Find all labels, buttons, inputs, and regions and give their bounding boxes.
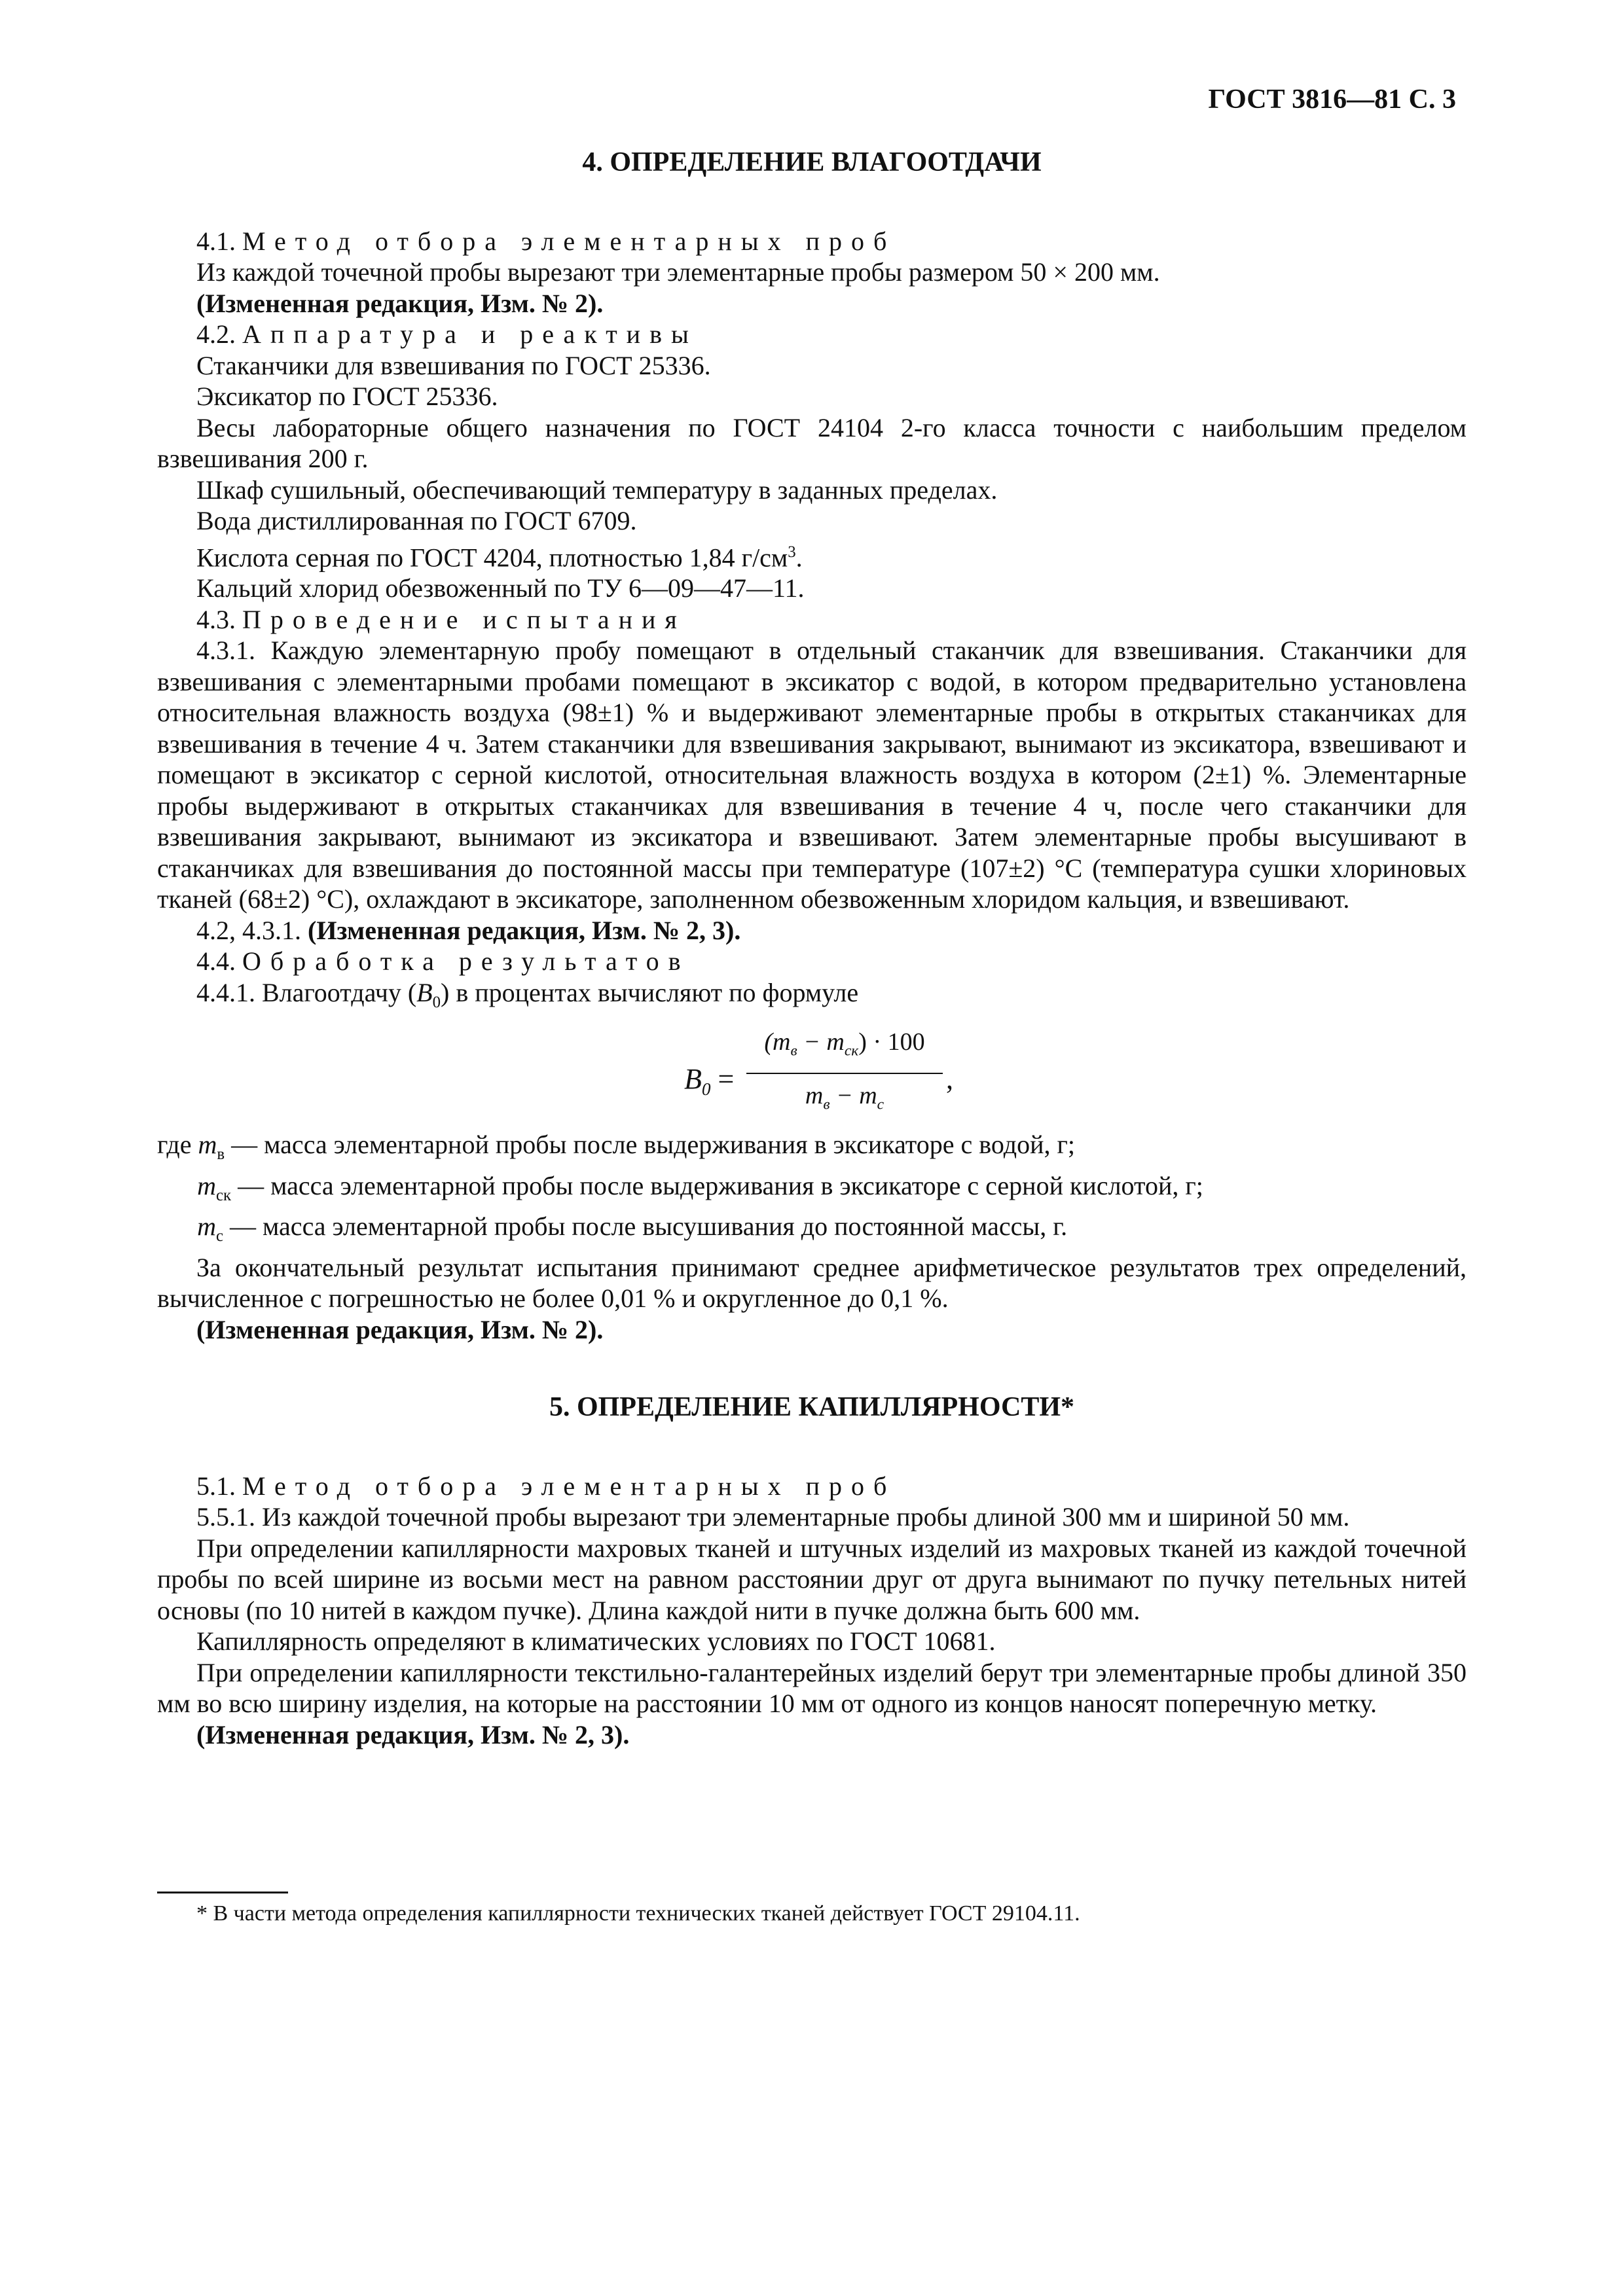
- subscript: в: [217, 1145, 225, 1164]
- note-lead: 4.2, 4.3.1.: [196, 915, 301, 945]
- clause-number: 4.4.: [196, 946, 236, 977]
- clause-title: Метод отбора элементарных проб: [242, 1471, 896, 1501]
- footnote: * В части метода определения капиллярности технических тканей действует ГОСТ 29104.11.: [196, 1901, 1080, 1926]
- fraction-bar: [746, 1073, 943, 1074]
- where-lead: где: [157, 1130, 198, 1160]
- section-5-title: 5. ОПРЕДЕЛЕНИЕ КАПИЛЛЯРНОСТИ*: [549, 1392, 1075, 1423]
- symbol: B: [416, 977, 433, 1007]
- page-header: ГОСТ 3816—81 С. 3: [1208, 84, 1456, 115]
- where-text: — масса элементарной пробы после высушивания до постоянной массы, г.: [223, 1211, 1068, 1242]
- clause-5-1: [157, 1471, 1467, 1502]
- page-content: [157, 147, 1467, 1750]
- clause-number: 4.3.: [196, 604, 236, 634]
- subscript: ск: [216, 1186, 232, 1204]
- clause-4-1-text: Из каждой точечной пробы вырезают три элементарные пробы размером 50 × 200 мм.: [196, 257, 1160, 287]
- acid-text: Кислота серная по ГОСТ 4204, плотностью 1,84 г/см: [196, 542, 788, 572]
- equipment-item: Кальций хлорид обезвоженный по ТУ 6—09—47—11.: [196, 573, 805, 603]
- where-item: [157, 1170, 1467, 1211]
- formula: [157, 1018, 1467, 1129]
- where-text: — масса элементарной пробы после выдерживания в эксикаторе с серной кислотой, г;: [231, 1170, 1203, 1200]
- symbol: m: [197, 1170, 216, 1200]
- superscript: 3: [788, 543, 796, 561]
- footnote-divider: [157, 1892, 288, 1893]
- equipment-item: Шкаф сушильный, обеспечивающий температуру в заданных пределах.: [196, 475, 998, 505]
- subscript: ск: [844, 1042, 859, 1060]
- equals: =: [710, 1063, 735, 1096]
- clause-4-4: [157, 946, 1467, 977]
- subscript: в: [790, 1042, 797, 1060]
- subscript: с: [877, 1096, 884, 1113]
- clause-4-2: [157, 319, 1467, 350]
- paragraph: Капиллярность определяют в климатических условиях по ГОСТ 10681.: [196, 1626, 996, 1657]
- den-part: − m: [830, 1081, 877, 1109]
- equipment-item: Вода дистиллированная по ГОСТ 6709.: [196, 506, 637, 535]
- clause-4-3: [157, 604, 1467, 636]
- clause-number: 4.1.: [196, 226, 236, 256]
- amendment-note: (Измененная редакция, Изм. № 2).: [196, 1314, 604, 1344]
- text: 4.4.1. Влагоотдачу (: [196, 977, 417, 1007]
- clause-number: 4.2.: [196, 319, 236, 349]
- subscript: в: [823, 1096, 830, 1113]
- clause-4-3-1-text: 4.3.1. Каждую элементарную пробу помещают в отдельный стаканчик для взвешивания. Стаканчики для взвешивания с элементарными пробами помещают в эксикатор с водой, в котором предварительно установлена относительная влажность воздуха (98±1) % и выдерживают элементарные пробы в открытых стаканчиках для взвешивания в течение 4 ч. Затем стаканчики для взвешивания закрывают, вынимают из эксикатора, взвешивают и помещают в эксикатор с серной кислотой, относительная влажность воздуха в котором (2±1) %. Элементарные пробы выдерживают в открытых стаканчиках для взвешивания в течение 4 ч, после чего стаканчики для взвешивания закрывают, вынимают из эксикатора и взвешивают. Затем элементарные пробы высушивают в стаканчиках для взвешивания до постоянной массы при температуре (107±2) °С (температура сушки хлориновых тканей (68±2) °С), охлаждают в эксикаторе, заполненном обезвоженным хлоридом кальция, и взвешивают.: [157, 636, 1467, 914]
- section-4-title: 4. ОПРЕДЕЛЕНИЕ ВЛАГООТДАЧИ: [582, 147, 1042, 177]
- formula-denominator: [746, 1079, 943, 1121]
- result-text: За окончательный результат испытания принимают среднее арифметическое результатов трех определений, вычисленное с погрешностью не более 0,01 % и округленное до 0,1 %.: [157, 1252, 1467, 1314]
- equipment-item: [157, 537, 1467, 573]
- subscript: с: [216, 1227, 224, 1246]
- where-text: — масса элементарной пробы после выдерживания в эксикаторе с водой, г;: [225, 1130, 1075, 1160]
- formula-numerator: [746, 1026, 943, 1067]
- paragraph: При определении капиллярности махровых тканей и штучных изделий из махровых тканей из каждой точечной пробы по всей ширине из восьми мест на равном расстоянии друг от друга вынимают по пучку петельных нитей основы (по 10 нитей в каждом пучке). Длина каждой нити в пучке должна быть 600 мм.: [157, 1533, 1467, 1625]
- where-item: [157, 1129, 1467, 1170]
- formula-lhs: [684, 1064, 734, 1105]
- equipment-item: Весы лабораторные общего назначения по ГОСТ 24104 2-го класса точности с наибольшим пределом взвешивания 200 г.: [157, 412, 1467, 473]
- equipment-item: Стаканчики для взвешивания по ГОСТ 25336.: [196, 350, 711, 380]
- symbol: m: [198, 1130, 217, 1160]
- symbol: m: [197, 1211, 216, 1242]
- num-part: − m: [797, 1028, 845, 1056]
- num-part: ) · 100: [858, 1028, 925, 1056]
- where-item: [157, 1211, 1467, 1252]
- punctuation: .: [795, 542, 803, 572]
- num-part: (m: [764, 1028, 791, 1056]
- amendment-note: [157, 915, 1467, 946]
- formula-comma: ,: [946, 1063, 953, 1096]
- den-part: m: [805, 1081, 824, 1109]
- clause-5-5-1-text: 5.5.1. Из каждой точечной пробы вырезают три элементарные пробы длиной 300 мм и шириной 50 мм.: [196, 1502, 1350, 1532]
- symbol: B: [684, 1063, 702, 1096]
- amendment-note: (Измененная редакция, Изм. № 2).: [196, 288, 604, 318]
- clause-title: Метод отбора элементарных проб: [242, 226, 896, 256]
- subscript: 0: [701, 1079, 711, 1100]
- paragraph: При определении капиллярности текстильно-галантерейных изделий берут три элементарные пробы длиной 350 мм во всю ширину изделия, на которые на расстоянии 10 мм от одного из концов наносят поперечную метку.: [157, 1657, 1467, 1719]
- clause-4-1: [157, 226, 1467, 257]
- clause-4-4-1-text: [157, 977, 1467, 1018]
- equipment-item: Эксикатор по ГОСТ 25336.: [196, 382, 498, 411]
- text: ) в процентах вычисляют по формуле: [441, 977, 859, 1007]
- clause-number: 5.1.: [196, 1471, 236, 1501]
- amendment-note: (Измененная редакция, Изм. № 2, 3).: [196, 1719, 630, 1749]
- subscript: 0: [432, 993, 441, 1011]
- formula-fraction: [746, 1026, 943, 1121]
- note-text: (Измененная редакция, Изм. № 2, 3).: [308, 915, 741, 945]
- clause-title: Обработка результатов: [242, 946, 690, 977]
- clause-title: Аппаратура и реактивы: [242, 319, 698, 349]
- clause-title: Проведение испытания: [242, 604, 686, 634]
